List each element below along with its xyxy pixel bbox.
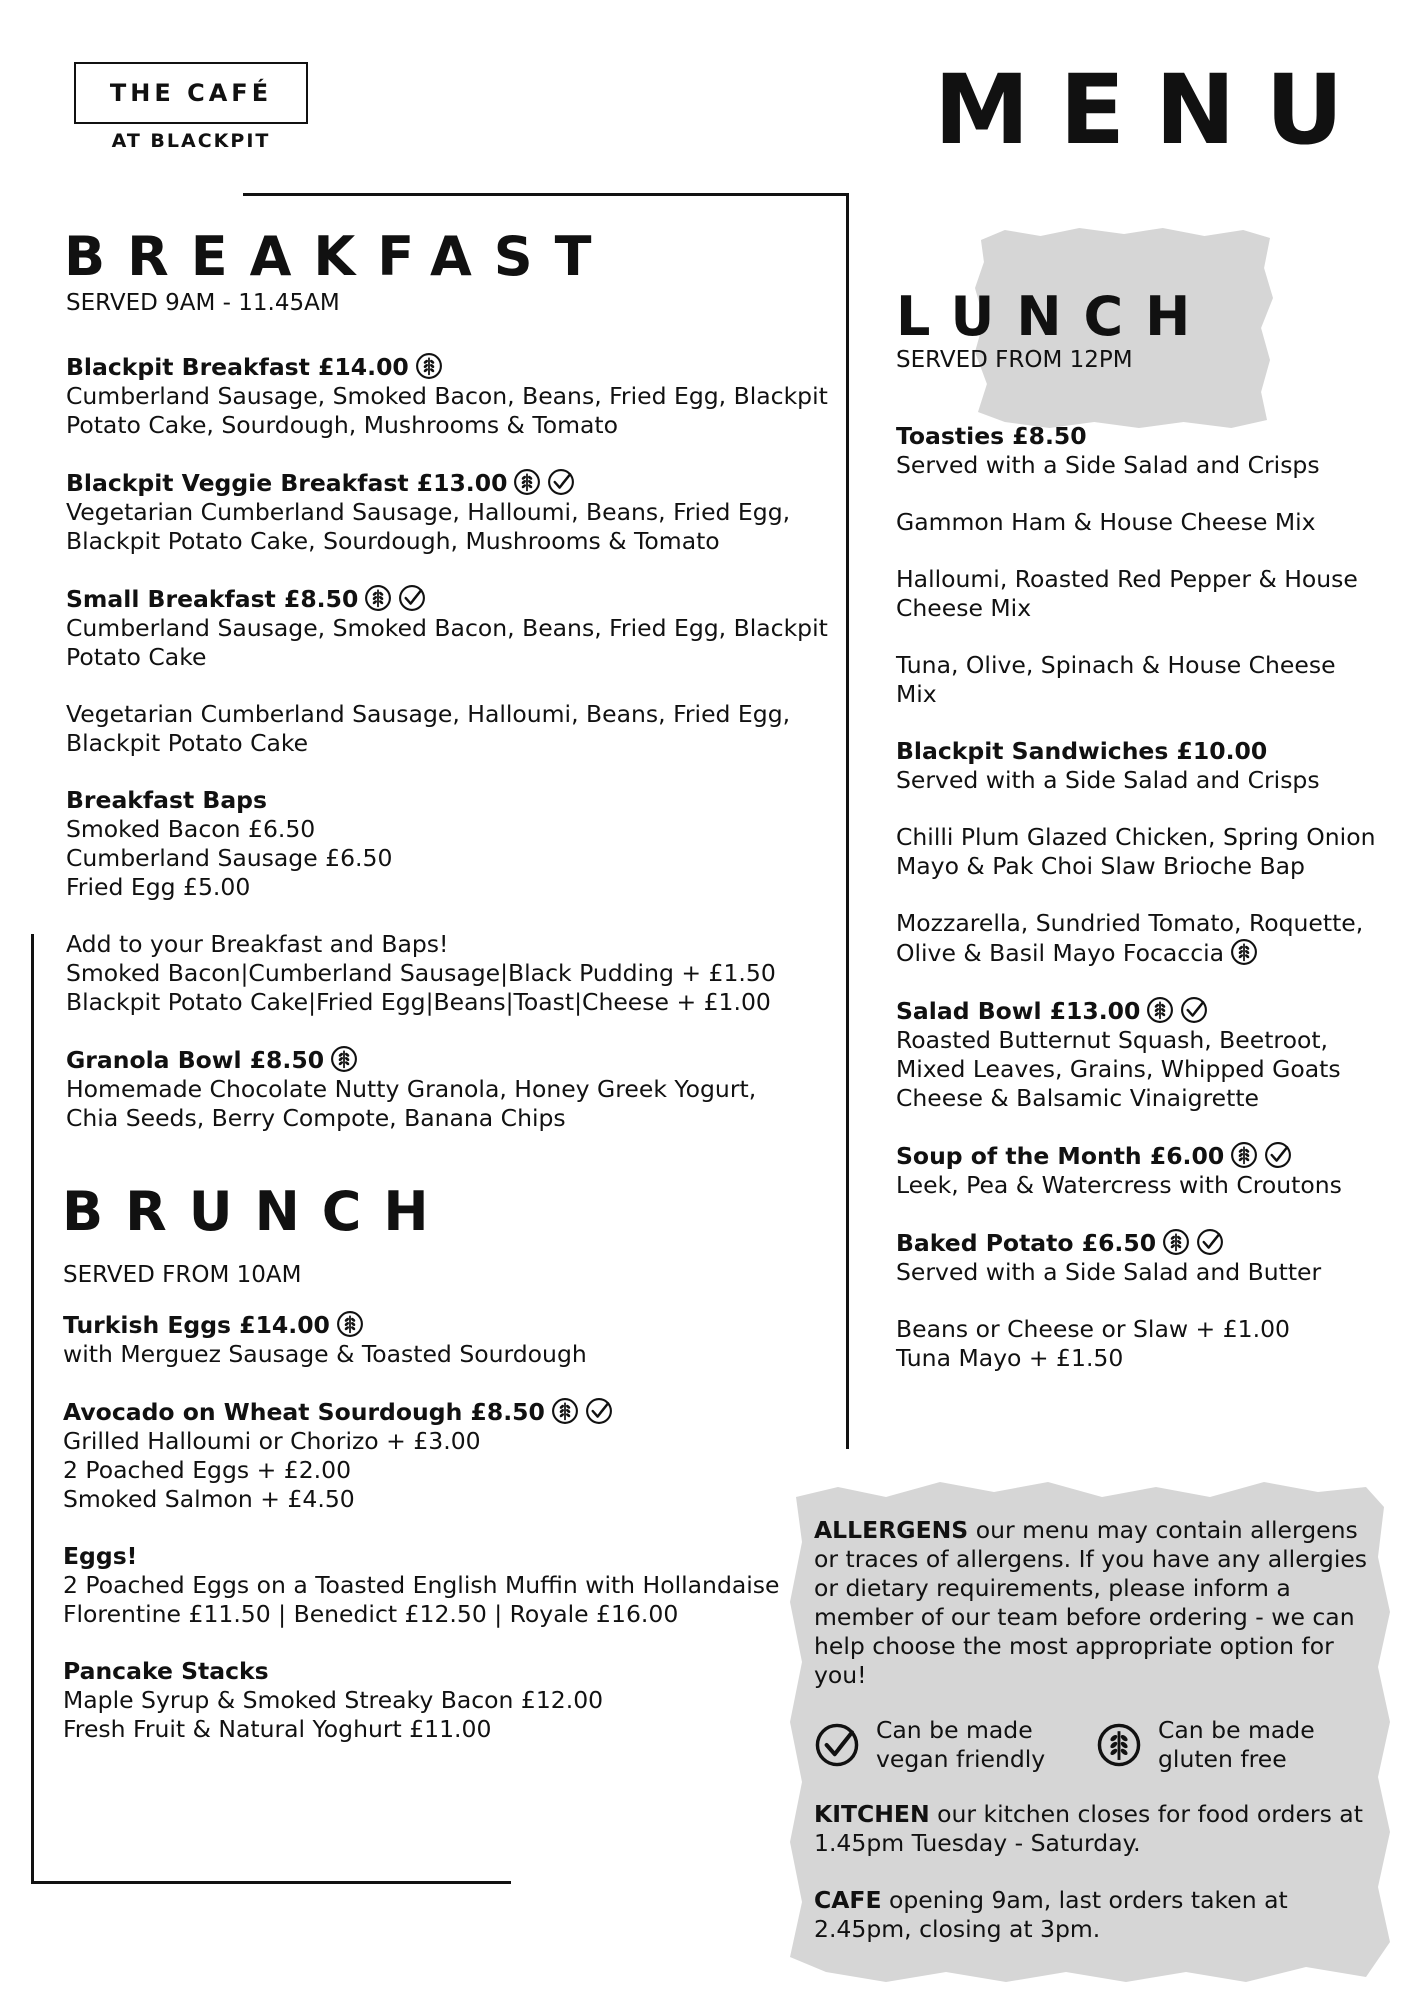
menu-item-line-text: Served with a Side Salad and Butter [896, 1258, 1322, 1286]
menu-item-title [66, 584, 836, 614]
menu-item-title [63, 1397, 833, 1427]
menu-item-line-text: Grilled Halloumi or Chorizo + £3.00 [63, 1427, 481, 1455]
menu-item-line-text: Add to your Breakfast and Baps! [66, 930, 449, 958]
menu-item-line [63, 1456, 833, 1485]
menu-item [66, 468, 836, 556]
menu-item-line [66, 930, 836, 959]
cafe-label: CAFE [814, 1886, 882, 1914]
menu-item-title-text: Granola Bowl £8.50 [66, 1046, 325, 1074]
menu-item [896, 651, 1376, 709]
menu-item-line-text: Chilli Plum Glazed Chicken, Spring Onion [896, 823, 1376, 851]
menu-item-line [896, 909, 1376, 938]
menu-item-title [896, 737, 1376, 766]
menu-item-line-text: Florentine £11.50 | Benedict £12.50 | Royale £16.00 [63, 1600, 679, 1628]
menu-item-line-text: Maple Syrup & Smoked Streaky Bacon £12.00 [63, 1686, 604, 1714]
menu-item-line [896, 1315, 1376, 1344]
frame-left-line [31, 934, 34, 1884]
menu-item-line [66, 844, 836, 873]
menu-item [66, 930, 836, 1017]
menu-item [63, 1310, 833, 1369]
gluten-free-icon [1162, 1228, 1190, 1256]
menu-item-line [896, 1055, 1376, 1084]
menu-item [896, 1141, 1376, 1200]
menu-item-line-text: Leek, Pea & Watercress with Croutons [896, 1171, 1342, 1199]
menu-item [896, 422, 1376, 480]
legend-vegan [814, 1716, 1096, 1774]
menu-item-line-text: Potato Cake [66, 643, 207, 671]
menu-item [896, 737, 1376, 795]
menu-item-line [896, 938, 1376, 968]
menu-item-title-text: Avocado on Wheat Sourdough £8.50 [63, 1398, 545, 1426]
menu-item-line-text: Blackpit Potato Cake|Fried Egg|Beans|Toast|Cheese + £1.00 [66, 988, 771, 1016]
menu-item-title [66, 352, 836, 382]
gluten-free-icon [364, 584, 392, 612]
menu-item [66, 786, 836, 902]
menu-item-title [63, 1310, 833, 1340]
menu-item-line [63, 1686, 833, 1715]
menu-item-line-text: Gammon Ham & House Cheese Mix [896, 508, 1316, 536]
gluten-free-icon [415, 352, 443, 380]
menu-item-line [66, 498, 836, 527]
brunch-served: SERVED FROM 10AM [63, 1262, 302, 1288]
cafe-text: opening 9am, last orders taken at 2.45pm, closing at 3pm. [814, 1886, 1288, 1943]
frame-right-line [846, 193, 849, 1449]
vegan-icon [1264, 1141, 1292, 1169]
legend [814, 1716, 1376, 1774]
kitchen-label: KITCHEN [814, 1800, 930, 1828]
menu-item-line-text: Cumberland Sausage, Smoked Bacon, Beans, Fried Egg, Blackpit [66, 614, 828, 642]
menu-item-line [896, 451, 1376, 480]
menu-item-line-text: Homemade Chocolate Nutty Granola, Honey Greek Yogurt, [66, 1075, 757, 1103]
menu-item-line-text: Smoked Bacon £6.50 [66, 815, 316, 843]
menu-item-line-text: Served with a Side Salad and Crisps [896, 451, 1320, 479]
menu-item [63, 1657, 833, 1744]
vegan-icon [585, 1397, 613, 1425]
menu-item-line-text: with Merguez Sausage & Toasted Sourdough [63, 1340, 587, 1368]
menu-item [896, 909, 1376, 968]
menu-item-line-text: Vegetarian Cumberland Sausage, Halloumi, Beans, Fried Egg, [66, 498, 791, 526]
vegan-icon [547, 468, 575, 496]
menu-item-line-text: Cumberland Sausage, Smoked Bacon, Beans, Fried Egg, Blackpit [66, 382, 828, 410]
menu-item-title-text: Pancake Stacks [63, 1657, 269, 1685]
menu-item-line [896, 1084, 1376, 1113]
menu-item-title [66, 786, 836, 815]
menu-item-line [63, 1715, 833, 1744]
menu-item [896, 508, 1376, 537]
breakfast-served: SERVED 9AM - 11.45AM [66, 290, 340, 316]
allergens-note [814, 1516, 1376, 1690]
menu-item-line-text: Mozzarella, Sundried Tomato, Roquette, [896, 909, 1364, 937]
menu-title: MENU [934, 54, 1374, 166]
breakfast-list [66, 352, 836, 1133]
menu-item-line-text: Blackpit Potato Cake, Sourdough, Mushrooms & Tomato [66, 527, 720, 555]
menu-item-title [66, 468, 836, 498]
menu-item-line [896, 680, 1376, 709]
menu-item-title-text: Blackpit Sandwiches £10.00 [896, 737, 1268, 765]
menu-item-title [63, 1542, 833, 1571]
kitchen-note [814, 1800, 1376, 1858]
menu-item-line-text: 2 Poached Eggs on a Toasted English Muffin with Hollandaise [63, 1571, 780, 1599]
menu-item-line [896, 1171, 1376, 1200]
menu-item-line [896, 565, 1376, 594]
gluten-free-icon [551, 1397, 579, 1425]
vegan-icon [1196, 1228, 1224, 1256]
vegan-icon [398, 584, 426, 612]
menu-item-title-text: Small Breakfast £8.50 [66, 585, 359, 613]
lunch-heading: LUNCH [896, 285, 1213, 348]
menu-item-line-text: Cheese & Balsamic Vinaigrette [896, 1084, 1260, 1112]
menu-item-line-text: Tuna Mayo + £1.50 [896, 1344, 1124, 1372]
brunch-list [63, 1310, 833, 1744]
legend-gluten-free [1096, 1716, 1315, 1774]
menu-item-line [66, 700, 836, 729]
vegan-line2: vegan friendly [876, 1745, 1046, 1773]
brunch-heading: BRUNCH [62, 1180, 451, 1243]
menu-item-line [63, 1600, 833, 1629]
menu-item [896, 823, 1376, 881]
menu-item-line [896, 852, 1376, 881]
gluten-free-icon [1096, 1722, 1142, 1768]
menu-item-title [896, 1228, 1376, 1258]
menu-item-line [896, 508, 1376, 537]
menu-item-line-text: Blackpit Potato Cake [66, 729, 309, 757]
menu-item-line-text: Olive & Basil Mayo Focaccia [896, 939, 1225, 967]
vegan-line1: Can be made [876, 1716, 1033, 1744]
menu-item-line-text: Cheese Mix [896, 594, 1032, 622]
menu-item-line-text: Fried Egg £5.00 [66, 873, 251, 901]
menu-item-title [896, 422, 1376, 451]
cafe-note [814, 1886, 1376, 1944]
menu-item [66, 1045, 836, 1133]
vegan-icon [814, 1722, 860, 1768]
menu-item-line [66, 873, 836, 902]
menu-item-line [66, 643, 836, 672]
menu-item-line [896, 766, 1376, 795]
menu-item-title-text: Salad Bowl £13.00 [896, 997, 1141, 1025]
menu-item-line-text: 2 Poached Eggs + £2.00 [63, 1456, 352, 1484]
allergens-label: ALLERGENS [814, 1516, 969, 1544]
menu-item-line [896, 823, 1376, 852]
menu-item-line-text: Halloumi, Roasted Red Pepper & House [896, 565, 1358, 593]
gluten-free-icon [513, 468, 541, 496]
menu-item-line [63, 1571, 833, 1600]
lunch-served: SERVED FROM 12PM [896, 347, 1133, 373]
menu-item [66, 584, 836, 672]
menu-item-title [896, 996, 1376, 1026]
frame-bottom-line [31, 1881, 511, 1884]
menu-item [66, 700, 836, 758]
menu-item-title-text: Toasties £8.50 [896, 422, 1087, 450]
menu-item-title [63, 1657, 833, 1686]
menu-item-line-text: Tuna, Olive, Spinach & House Cheese [896, 651, 1336, 679]
frame-top-line [243, 193, 849, 196]
gluten-free-icon [1230, 1141, 1258, 1169]
gf-line2: gluten free [1158, 1745, 1287, 1773]
menu-item-line-text: Potato Cake, Sourdough, Mushrooms & Tomato [66, 411, 618, 439]
menu-item-title-text: Turkish Eggs £14.00 [63, 1311, 330, 1339]
menu-item-title-text: Eggs! [63, 1542, 138, 1570]
menu-item-line-text: Smoked Bacon|Cumberland Sausage|Black Pudding + £1.50 [66, 959, 776, 987]
menu-item-line [66, 1104, 836, 1133]
menu-item-title [66, 1045, 836, 1075]
menu-item-line-text: Smoked Salmon + £4.50 [63, 1485, 355, 1513]
menu-item-line-text: Roasted Butternut Squash, Beetroot, [896, 1026, 1329, 1054]
gluten-free-icon [1146, 996, 1174, 1024]
menu-item-line [66, 411, 836, 440]
menu-item-line [66, 382, 836, 411]
menu-item-line [896, 1026, 1376, 1055]
menu-item-line-text: Vegetarian Cumberland Sausage, Halloumi, Beans, Fried Egg, [66, 700, 791, 728]
gf-line1: Can be made [1158, 1716, 1315, 1744]
gluten-free-icon [336, 1310, 364, 1338]
menu-item-line [66, 527, 836, 556]
menu-item-line-text: Cumberland Sausage £6.50 [66, 844, 393, 872]
menu-item [896, 1315, 1376, 1373]
menu-item-title-text: Blackpit Breakfast £14.00 [66, 353, 409, 381]
menu-item-line-text: Mixed Leaves, Grains, Whipped Goats [896, 1055, 1341, 1083]
menu-item-title-text: Blackpit Veggie Breakfast £13.00 [66, 469, 508, 497]
menu-item-line [896, 651, 1376, 680]
menu-item [896, 996, 1376, 1113]
menu-item [63, 1397, 833, 1514]
menu-item-line-text: Chia Seeds, Berry Compote, Banana Chips [66, 1104, 566, 1132]
menu-item-line-text: Fresh Fruit & Natural Yoghurt £11.00 [63, 1715, 492, 1743]
info-panel [814, 1516, 1376, 1944]
menu-item-line [66, 815, 836, 844]
menu-item [896, 565, 1376, 623]
menu-item-line [896, 594, 1376, 623]
breakfast-heading: BREAKFAST [64, 225, 614, 288]
menu-item-line [66, 614, 836, 643]
menu-item-line [66, 988, 836, 1017]
menu-item-line [896, 1344, 1376, 1373]
menu-item [896, 1228, 1376, 1287]
menu-item-title-text: Soup of the Month £6.00 [896, 1142, 1225, 1170]
logo-subtitle: AT BLACKPIT [111, 130, 271, 152]
menu-item-line [66, 1075, 836, 1104]
lunch-list [896, 422, 1376, 1373]
menu-item-line-text: Beans or Cheese or Slaw + £1.00 [896, 1315, 1290, 1343]
menu-item-line [63, 1427, 833, 1456]
vegan-icon [1180, 996, 1208, 1024]
menu-item-line-text: Mayo & Pak Choi Slaw Brioche Bap [896, 852, 1305, 880]
menu-item-title-text: Baked Potato £6.50 [896, 1229, 1157, 1257]
menu-item [66, 352, 836, 440]
gluten-free-icon [330, 1045, 358, 1073]
menu-item-line [66, 959, 836, 988]
menu-item-line-text: Served with a Side Salad and Crisps [896, 766, 1320, 794]
cafe-logo [74, 62, 308, 124]
menu-item-line [896, 1258, 1376, 1287]
menu-item-title [896, 1141, 1376, 1171]
menu-item-line-text: Mix [896, 680, 937, 708]
kitchen-text: our kitchen closes for food orders at 1.45pm Tuesday - Saturday. [814, 1800, 1363, 1857]
menu-item-line [63, 1340, 833, 1369]
logo-line1: THE CAFÉ [109, 79, 273, 107]
gluten-free-icon [1230, 938, 1258, 966]
menu-item-line [66, 729, 836, 758]
menu-item [63, 1542, 833, 1629]
allergens-text: our menu may contain allergens or traces of allergens. If you have any allergies or dietary requirements, please inform a member of our team before ordering - we can help choose the most appropriate option for you! [814, 1516, 1368, 1689]
menu-item-title-text: Breakfast Baps [66, 786, 267, 814]
menu-item-line [63, 1485, 833, 1514]
